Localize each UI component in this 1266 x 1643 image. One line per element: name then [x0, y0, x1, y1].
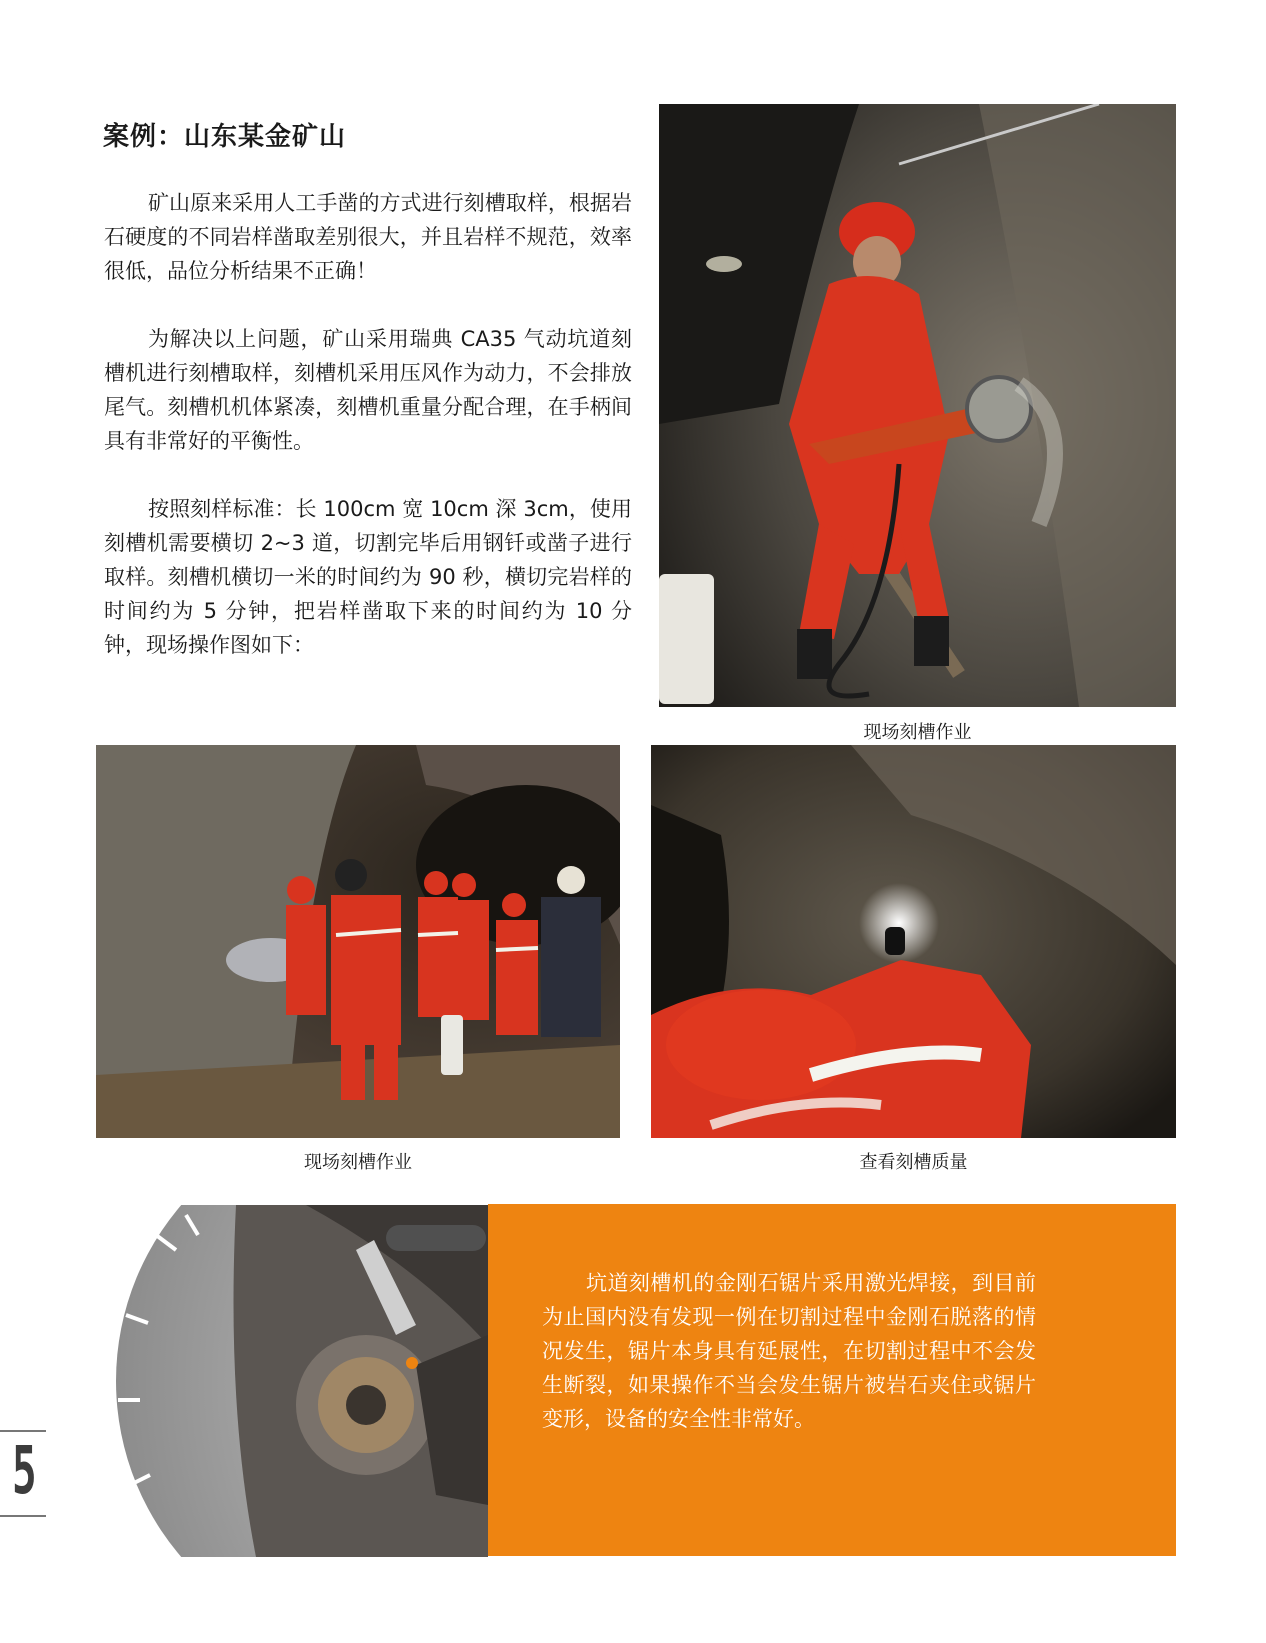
- blade-info-text: 坑道刻槽机的金刚石锯片采用激光焊接，到目前为止国内没有发现一例在切割过程中金刚石脱落的情况发生，锯片本身具有延展性，在切割过程中不会发生断裂，如果操作不当会发生锯片被岩石夹住或锯片变形，设备的安全性非常好。: [542, 1271, 1036, 1431]
- photo-worker-cutting-groove: [659, 104, 1176, 707]
- paragraph-procedure: 按照刻样标准：长 100cm 宽 10cm 深 3cm，使用刻槽机需要横切 2~3 道，切割完毕后用钢钎或凿子进行取样。刻槽机横切一米的时间约为 90 秒，横切完岩样的时间约为 5 分钟，把岩样凿取下来的时间约为 10 分钟，现场操作图如下：: [104, 497, 632, 657]
- caption-photo-3: 查看刻槽质量: [859, 1152, 968, 1173]
- page-number: 5: [12, 1432, 37, 1509]
- paragraph-background: 矿山原来采用人工手凿的方式进行刻槽取样，根据岩石硬度的不同岩样凿取差别很大，并且岩样不规范，效率很低，品位分析结果不正确！: [104, 191, 632, 283]
- page-number-rule-bottom: [0, 1515, 46, 1517]
- page-title: 案例：山东某金矿山: [103, 122, 347, 152]
- paragraph-solution: 为解决以上问题，矿山采用瑞典 CA35 气动坑道刻槽机进行刻槽取样，刻槽机采用压风作为动力，不会排放尾气。刻槽机机体紧凑，刻槽机重量分配合理，在手柄间具有非常好的平衡性。: [104, 327, 632, 453]
- caption-photo-1: 现场刻槽作业: [863, 722, 972, 743]
- photo-diamond-saw-blade: [116, 1205, 488, 1557]
- photo-inspect-groove-quality: [651, 745, 1176, 1138]
- blade-info-box: [488, 1204, 1176, 1556]
- caption-photo-2: 现场刻槽作业: [304, 1152, 412, 1173]
- photo-group-site-work: [96, 745, 620, 1138]
